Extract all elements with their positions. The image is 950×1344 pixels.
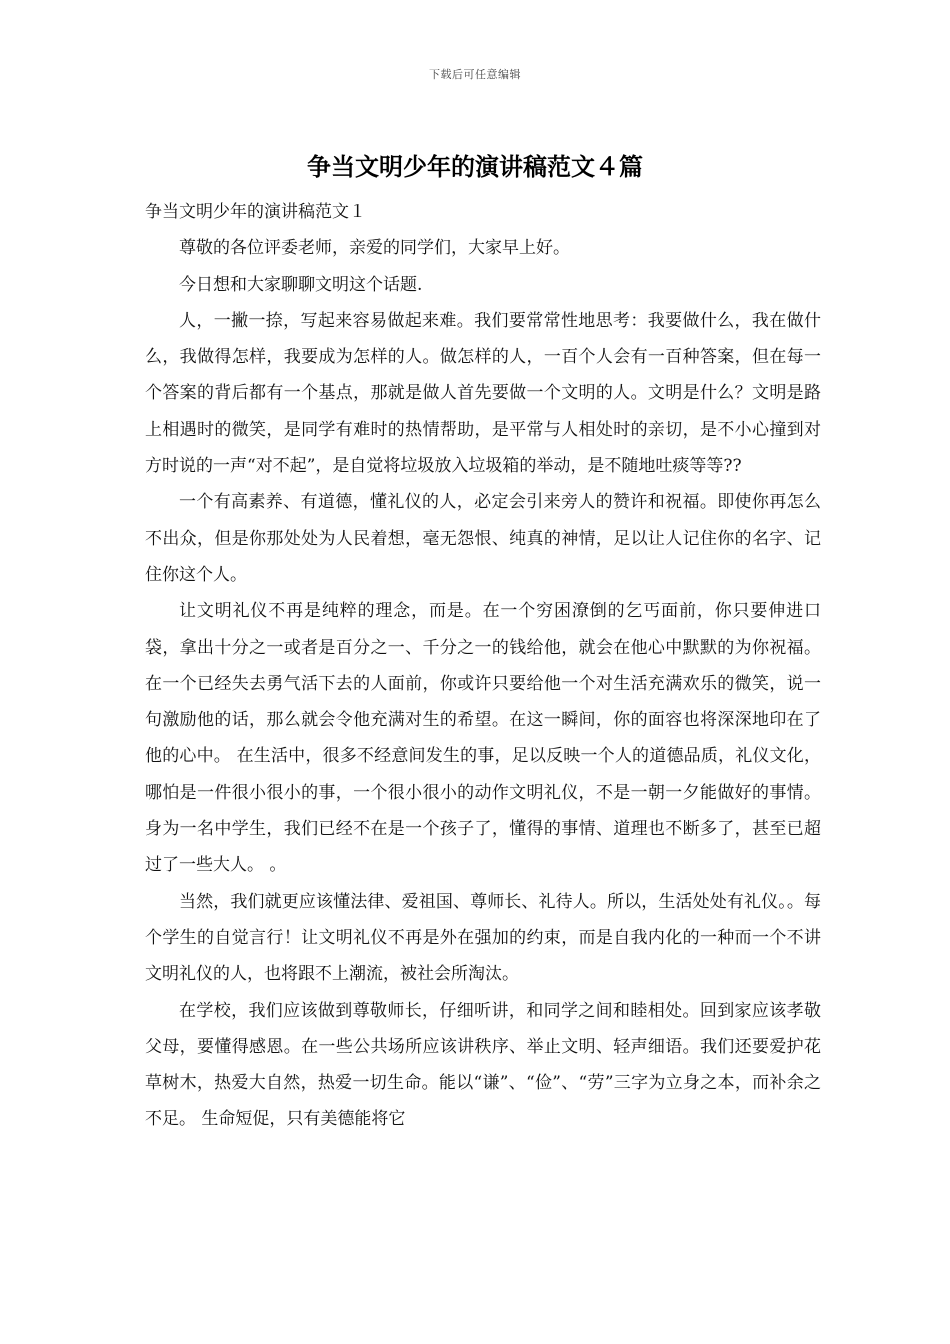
- paragraph-greeting: 尊敬的各位评委老师，亲爱的同学们，大家早上好。: [179, 238, 570, 259]
- paragraph-good-manners: 一个有高素养、有道德，懂礼仪的人，必定会引来旁人的赞许和祝福。即使你再怎么不出众，但是你那处处为人民着想，毫无怨恨、纯真的神情，足以让人记住你的名字、记住你这个人。: [145, 492, 821, 585]
- paragraph-law-and-courtesy: 当然，我们就更应该懂法律、爱祖国、尊师长、礼待人。所以，生活处处有礼仪。。每个学生的自觉言行！让文明礼仪不再是外在强加的约束，而是自我内化的一种而一个不讲文明礼仪的人，也将跟不上潮流，被社会所淘汰。: [145, 891, 821, 985]
- paragraph-topic: 今日想和大家聊聊文明这个话题.: [179, 274, 423, 295]
- document-title: 争当文明少年的演讲稿范文４篇: [307, 153, 643, 181]
- paragraph-civility-in-action: 让文明礼仪不再是纯粹的理念，而是。在一个穷困潦倒的乞丐面前，你只要伸进口袋，拿出十分之一或者是百分之一、千分之一的钱给他，就会在他心中默默的为你祝福。在一个已经失去勇气活下去的人面前，你或许只要给他一个对生活充满欢乐的微笑，说一句激励他的话，那么就会令他充满对生的希望。在这一瞬间，你的面容也将深深地印在了他的心中。 在生活中，很多不经意间发生的事，足以反映一个人的道德品质，礼仪文化，哪怕是一件很小很小的事，一个很小很小的动作文明礼仪，不是一朝一夕能做好的事情。身为一名中学生，我们已经不在是一个孩子了，懂得的事情、道理也不断多了，甚至已超过了一些大人。 。: [145, 601, 821, 876]
- paragraph-what-is-civility: 人，一撇一捺，写起来容易做起来难。我们要常常性地思考：我要做什么，我在做什么，我做得怎样，我要成为怎样的人。做怎样的人，一百个人会有一百种答案，但在每一个答案的背后都有一个基点，那就是做人首先要做一个文明的人。文明是什么？文明是路上相遇时的微笑，是同学有难时的热情帮助，是平常与人相处时的亲切，是不小心撞到对方时说的一声“对不起”，是自觉将垃圾放入垃圾箱的举动，是不随地吐痰等等??: [145, 310, 821, 477]
- paragraph-school-and-home: 在学校，我们应该做到尊敬师长，仔细听讲，和同学之间和睦相处。回到家应该孝敬父母，要懂得感恩。在一些公共场所应该讲秩序、举止文明、轻声细语。我们还要爱护花草树木，热爱大自然，热爱一切生命。能以“谦”、“俭”、“劳”三字为立身之本，而补余之不足。 生命短促，只有美德能将它: [145, 1000, 821, 1130]
- document-subtitle: 争当文明少年的演讲稿范文１: [145, 202, 366, 222]
- document-body: [145, 194, 821, 1138]
- page-header-note: 下载后可任意编辑: [429, 68, 521, 81]
